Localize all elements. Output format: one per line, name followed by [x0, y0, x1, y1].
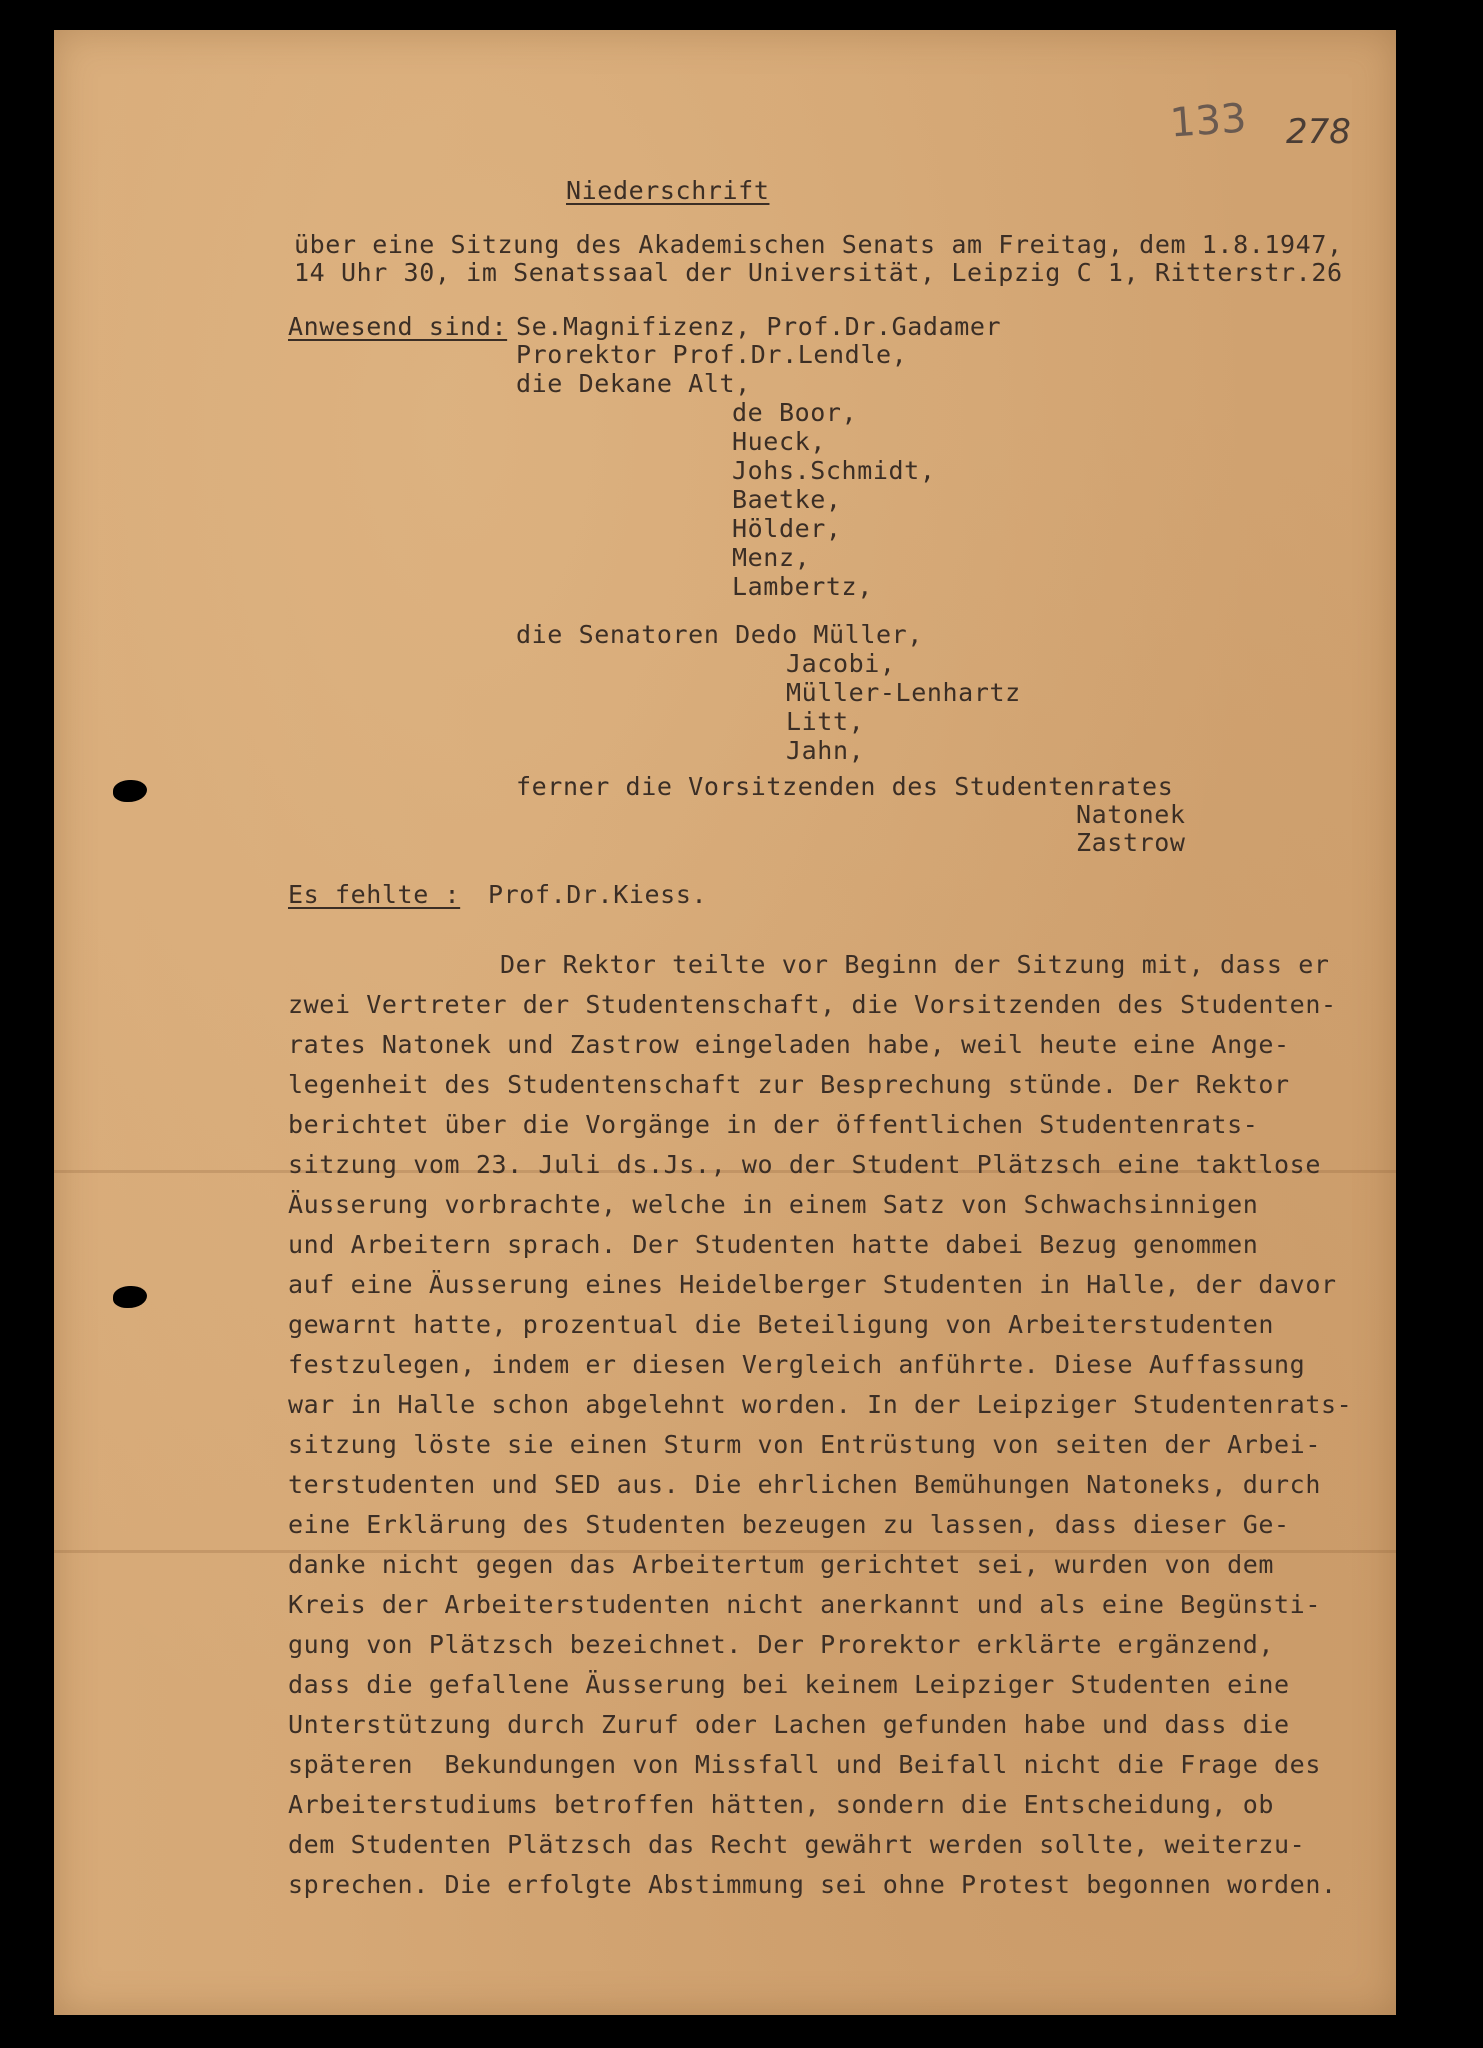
attendance-senator: Litt,: [786, 707, 865, 736]
body-line: legenheit des Studentenschaft zur Besprechung stünde. Der Rektor: [288, 1070, 1290, 1099]
attendance-council-member: Natonek: [1076, 800, 1186, 829]
body-line: und Arbeitern sprach. Der Studenten hatte dabei Bezug genommen: [288, 1230, 1259, 1259]
body-line: sitzung löste sie einen Sturm von Entrüstung von seiten der Arbei-: [288, 1430, 1321, 1459]
body-line: Arbeiterstudiums betroffen hätten, sondern die Entscheidung, ob: [288, 1790, 1275, 1819]
body-line: terstudenten und SED aus. Die ehrlichen Bemühungen Natoneks, durch: [288, 1470, 1321, 1499]
attendance-prorector: Prorektor Prof.Dr.Lendle,: [516, 340, 908, 369]
absent-name: Prof.Dr.Kiess.: [488, 880, 708, 909]
body-line: festzulegen, indem er diesen Vergleich anführte. Diese Auffassung: [288, 1350, 1306, 1379]
body-line: sprechen. Die erfolgte Abstimmung sei ohne Protest begonnen worden.: [288, 1870, 1337, 1899]
document-page: [54, 30, 1396, 2015]
body-line: dem Studenten Plätzsch das Recht gewährt werden sollte, weiterzu-: [288, 1830, 1306, 1859]
folio-stamped-number: 278: [1286, 112, 1351, 152]
body-line: dass die gefallene Äusserung bei keinem Leipziger Studenten eine: [288, 1670, 1290, 1699]
body-line: danke nicht gegen das Arbeitertum gerichtet sei, wurden von dem: [288, 1550, 1275, 1579]
attendance-dean: Johs.Schmidt,: [732, 456, 936, 485]
body-line: Äusserung vorbrachte, welche in einem Satz von Schwachsinnigen: [288, 1190, 1259, 1219]
attendance-senators-intro: die Senatoren Dedo Müller,: [516, 620, 923, 649]
body-line: gung von Plätzsch bezeichnet. Der Prorektor erklärte ergänzend,: [288, 1630, 1275, 1659]
body-line: sitzung vom 23. Juli ds.Js., wo der Student Plätzsch eine taktlose: [288, 1150, 1321, 1179]
attendance-label: Anwesend sind:: [288, 312, 508, 341]
heading-line-2: 14 Uhr 30, im Senatssaal der Universität, Leipzig C 1, Ritterstr.26: [294, 258, 1343, 287]
body-line: berichtet über die Vorgänge in der öffentlichen Studentenrats-: [288, 1110, 1259, 1139]
punch-hole: [113, 780, 147, 802]
attendance-dean: Baetke,: [732, 485, 842, 514]
attendance-deans-intro: die Dekane Alt,: [516, 369, 751, 398]
heading-line-1: über eine Sitzung des Akademischen Senats am Freitag, dem 1.8.1947,: [294, 230, 1343, 259]
attendance-council-member: Zastrow: [1076, 828, 1186, 857]
body-line: Unterstützung durch Zuruf oder Lachen gefunden habe und dass die: [288, 1710, 1290, 1739]
folio-pencil-number: 133: [1168, 95, 1248, 147]
body-line: zwei Vertreter der Studentenschaft, die Vorsitzenden des Studenten-: [288, 990, 1337, 1019]
body-line: späteren Bekundungen von Missfall und Beifall nicht die Frage des: [288, 1750, 1321, 1779]
body-line: auf eine Äusserung eines Heidelberger Studenten in Halle, der davor: [288, 1270, 1337, 1299]
attendance-dean: Menz,: [732, 543, 811, 572]
document-title: Niederschrift: [566, 176, 770, 205]
body-line: Der Rektor teilte vor Beginn der Sitzung mit, dass er: [500, 950, 1330, 979]
attendance-senator: Müller-Lenhartz: [786, 678, 1021, 707]
body-line: eine Erklärung des Studenten bezeugen zu lassen, dass dieser Ge-: [288, 1510, 1290, 1539]
body-line: war in Halle schon abgelehnt worden. In der Leipziger Studentenrats-: [288, 1390, 1353, 1419]
absent-label: Es fehlte :: [288, 880, 461, 909]
attendance-dean: de Boor,: [732, 398, 858, 427]
attendance-dean: Hölder,: [732, 514, 842, 543]
attendance-rector: Se.Magnifizenz, Prof.Dr.Gadamer: [516, 312, 1002, 341]
punch-hole: [113, 1286, 147, 1308]
attendance-senator: Jahn,: [786, 736, 865, 765]
attendance-dean: Lambertz,: [732, 572, 873, 601]
attendance-council-intro: ferner die Vorsitzenden des Studentenrates: [516, 772, 1174, 801]
body-line: rates Natonek und Zastrow eingeladen habe, weil heute eine Ange-: [288, 1030, 1290, 1059]
attendance-senator: Jacobi,: [786, 649, 896, 678]
body-line: Kreis der Arbeiterstudenten nicht anerkannt und als eine Begünsti-: [288, 1590, 1321, 1619]
body-line: gewarnt hatte, prozentual die Beteiligung von Arbeiterstudenten: [288, 1310, 1275, 1339]
attendance-dean: Hueck,: [732, 427, 826, 456]
